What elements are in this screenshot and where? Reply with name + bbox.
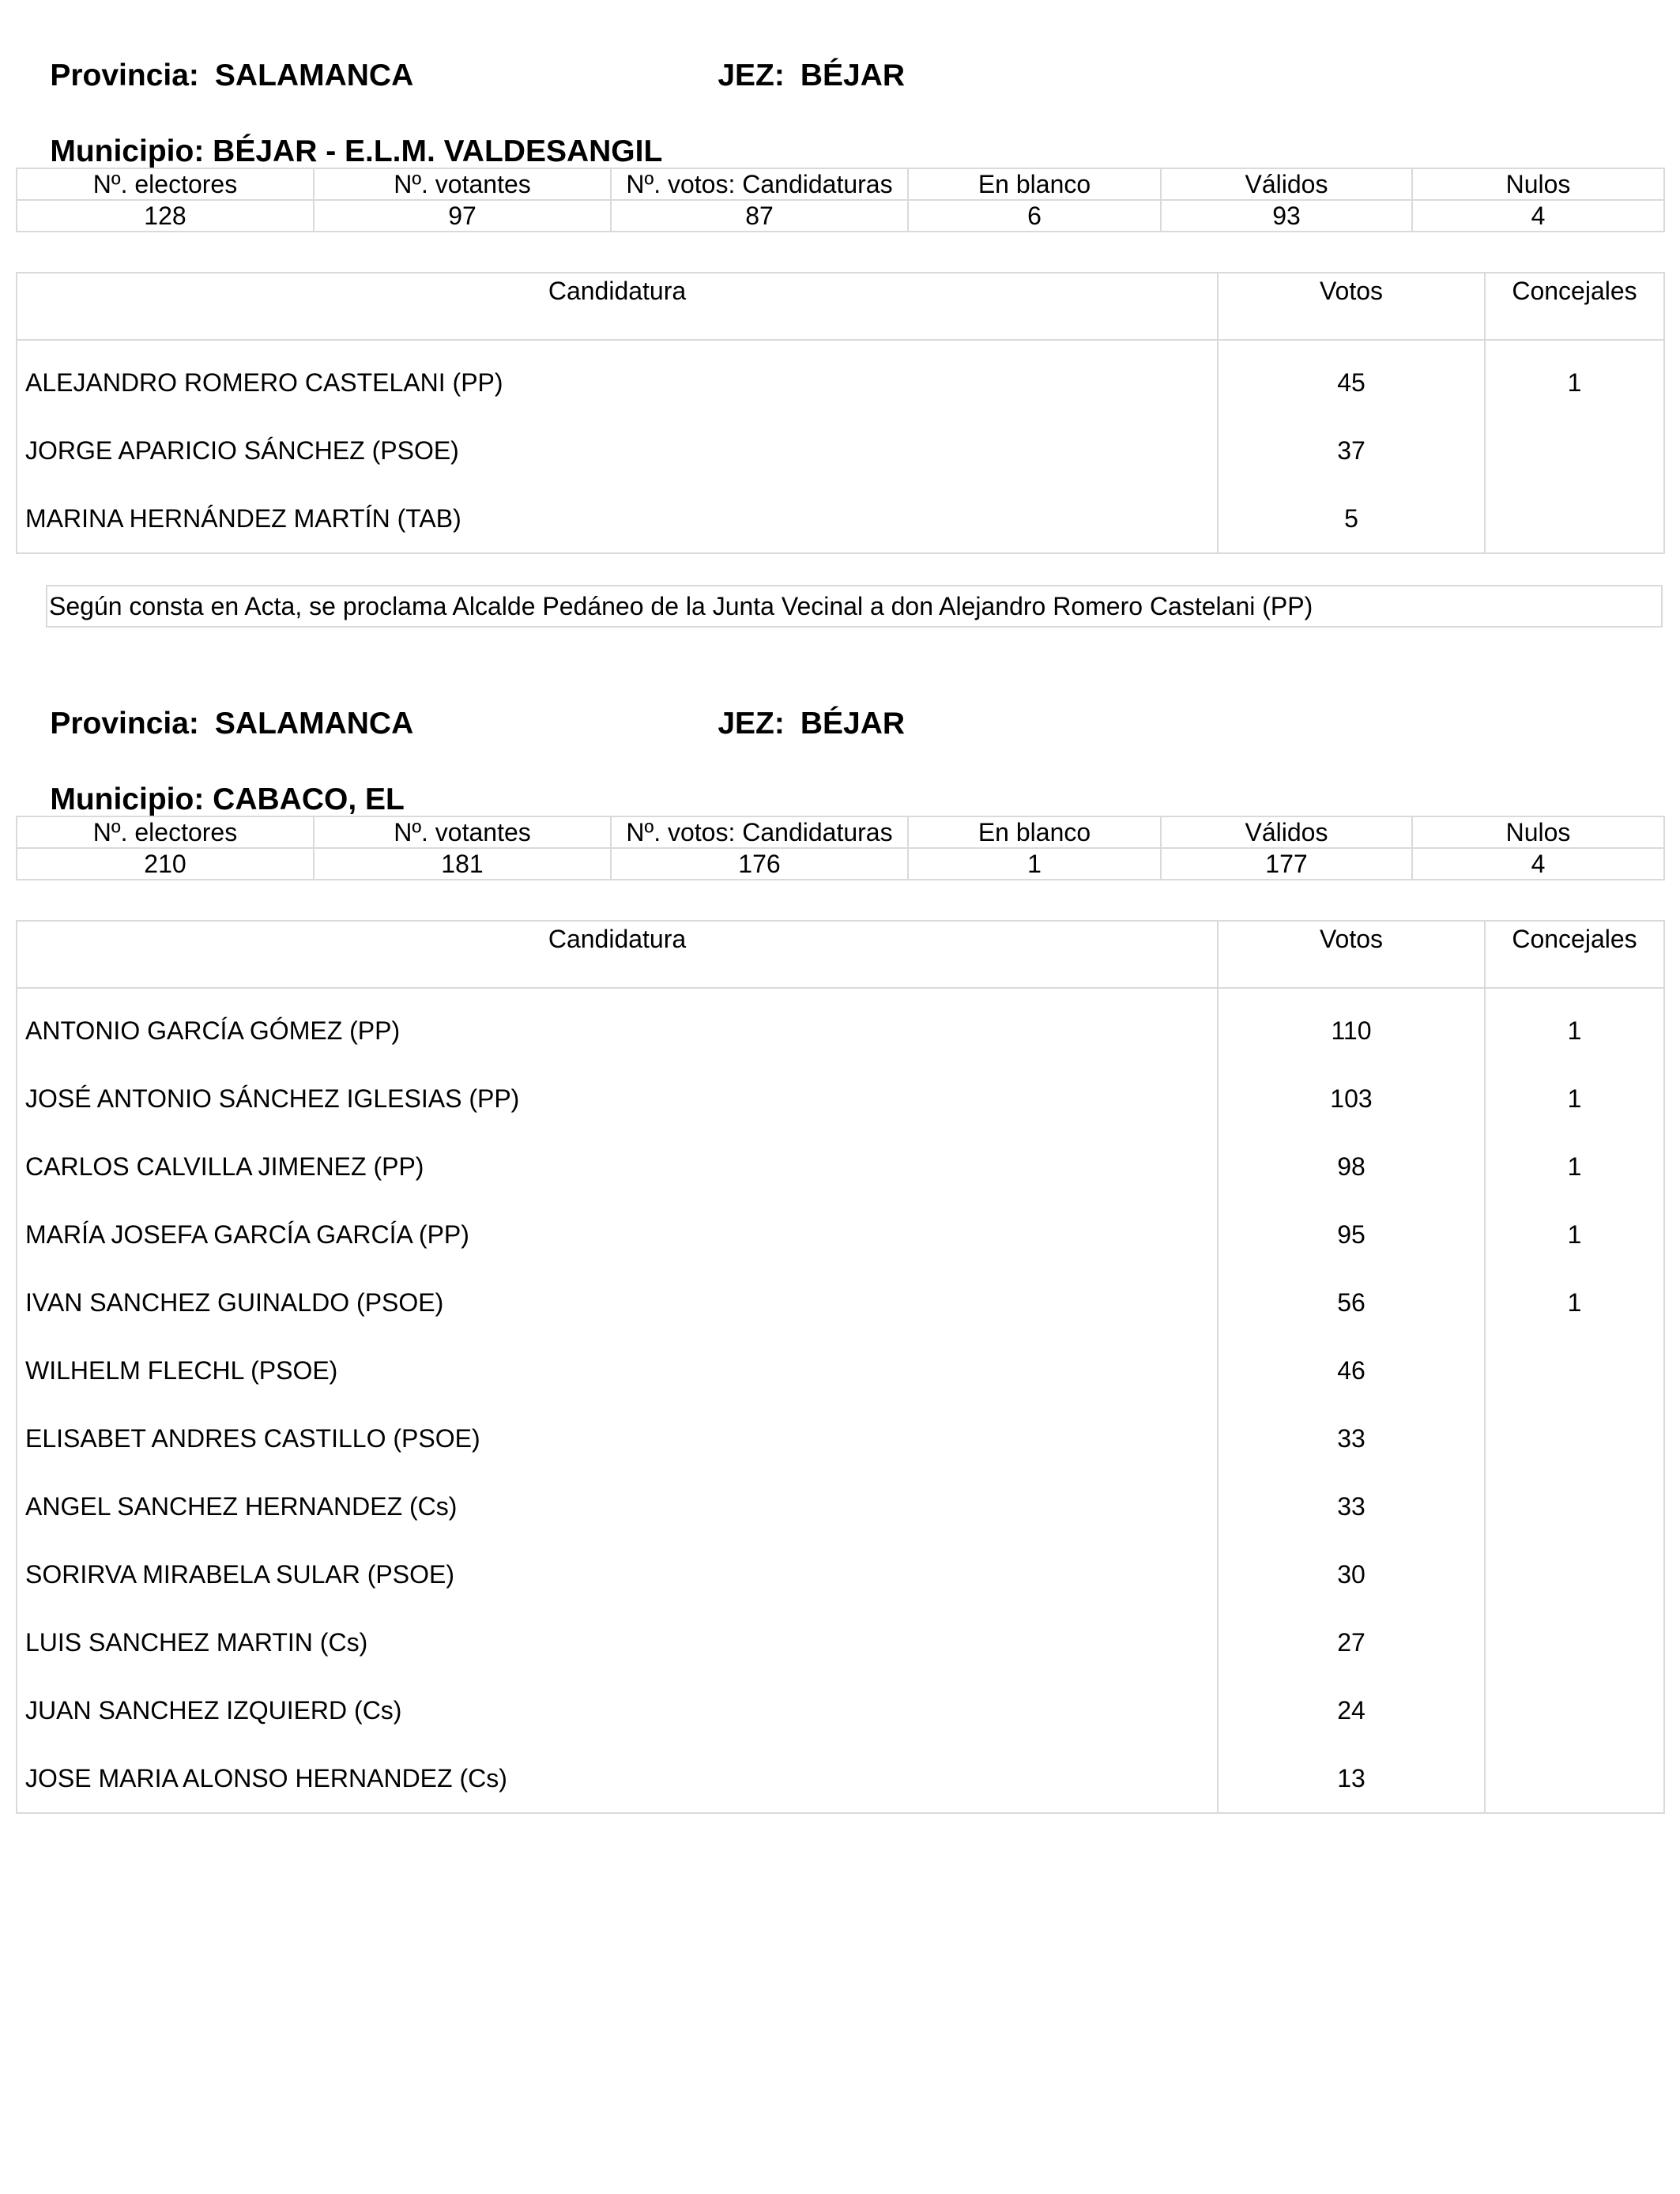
candidate-concejales [1485,1676,1664,1744]
candidate-name: SORIRVA MIRABELA SULAR (PSOE) [25,1559,454,1589]
candidate-concejales: 1 [1485,1269,1664,1336]
municipio-value: CABACO, EL [213,782,405,816]
candidate-concejales [1485,1404,1664,1472]
summary-header-electores: Nº. electores [17,816,314,848]
jez-heading [684,24,905,128]
candidate-concejales [1485,1472,1664,1540]
candidate-concejales: 1 [1485,1201,1664,1269]
provincia-value: SALAMANCA [214,707,414,741]
jez-value: BÉJAR [800,707,906,741]
candidate-row [17,1065,1664,1133]
summary-header-votantes: Nº. votantes [314,816,611,848]
spacer-row [17,340,1664,349]
summary-header-validos: Válidos [1161,816,1412,848]
summary-value-votos-candidaturas: 176 [611,848,908,880]
candidate-row [17,1336,1664,1404]
candidate-votos: 46 [1218,1336,1485,1404]
candidate-votos: 110 [1218,997,1485,1065]
candidate-row [17,1540,1664,1608]
candidate-row [17,1133,1664,1201]
summary-value-votantes: 181 [314,848,611,880]
summary-values-row [17,848,1664,880]
summary-table [16,816,1665,880]
candidates-table [16,920,1665,1814]
candidate-concejales [1485,417,1664,484]
header-candidatura: Candidatura [17,921,1218,988]
summary-value-nulos: 4 [1412,848,1664,880]
candidates-table [16,272,1665,554]
candidate-votos: 95 [1218,1201,1485,1269]
summary-value-validos: 93 [1161,200,1412,232]
summary-header-en-blanco: En blanco [908,168,1161,200]
candidate-name: ANGEL SANCHEZ HERNANDEZ (Cs) [25,1491,458,1521]
candidate-votos: 45 [1218,349,1485,417]
summary-value-electores: 210 [17,848,314,880]
candidate-row [17,1744,1664,1813]
municipio-label: Municipio: [50,134,205,168]
candidate-votos: 98 [1218,1133,1485,1201]
municipio-label: Municipio: [50,782,205,816]
candidate-row [17,484,1664,553]
summary-value-nulos: 4 [1412,200,1664,232]
candidate-name: ALEJANDRO ROMERO CASTELANI (PP) [25,368,503,397]
jez-label: JEZ: [718,707,785,741]
candidate-name: JORGE APARICIO SÁNCHEZ (PSOE) [25,435,459,465]
candidate-votos: 103 [1218,1065,1485,1133]
jez-label: JEZ: [718,58,785,92]
provincia-label: Provincia: [50,58,199,92]
summary-header-nulos: Nulos [1412,168,1664,200]
candidate-votos: 5 [1218,484,1485,553]
summary-header-votantes: Nº. votantes [314,168,611,200]
candidate-row [17,417,1664,484]
header-candidatura: Candidatura [17,273,1218,340]
candidate-name: ELISABET ANDRES CASTILLO (PSOE) [25,1423,480,1453]
candidate-name: LUIS SANCHEZ MARTIN (Cs) [25,1627,368,1657]
provincia-value: SALAMANCA [214,58,414,92]
candidate-concejales: 1 [1485,349,1664,417]
header-concejales: Concejales [1485,273,1664,340]
candidate-row [17,1269,1664,1336]
header-votos: Votos [1218,273,1485,340]
summary-table [16,168,1665,232]
spacer-row [17,988,1664,997]
summary-header-votos-candidaturas: Nº. votos: Candidaturas [611,816,908,848]
candidate-concejales [1485,1744,1664,1813]
summary-header-validos: Válidos [1161,168,1412,200]
candidate-votos: 13 [1218,1744,1485,1813]
candidate-concejales [1485,484,1664,553]
summary-header-electores: Nº. electores [17,168,314,200]
candidate-concejales: 1 [1485,1065,1664,1133]
candidate-concejales: 1 [1485,1133,1664,1201]
summary-header-votos-candidaturas: Nº. votos: Candidaturas [611,168,908,200]
candidate-row [17,1404,1664,1472]
summary-header-nulos: Nulos [1412,816,1664,848]
candidate-votos: 30 [1218,1540,1485,1608]
candidate-concejales [1485,1540,1664,1608]
candidate-concejales [1485,1608,1664,1676]
summary-header-en-blanco: En blanco [908,816,1161,848]
candidate-name: JOSE MARIA ALONSO HERNANDEZ (Cs) [25,1763,507,1793]
candidate-name: CARLOS CALVILLA JIMENEZ (PP) [25,1152,424,1181]
candidate-name: WILHELM FLECHL (PSOE) [25,1355,338,1385]
candidate-name: MARINA HERNÁNDEZ MARTÍN (TAB) [25,503,461,533]
jez-heading [684,672,905,776]
candidate-name: ANTONIO GARCÍA GÓMEZ (PP) [25,1016,401,1045]
summary-value-en-blanco: 1 [908,848,1161,880]
candidate-votos: 24 [1218,1676,1485,1744]
municipio-value: BÉJAR - E.L.M. VALDESANGIL [213,134,663,168]
provincia-label: Provincia: [50,707,199,741]
candidate-row [17,997,1664,1065]
candidate-votos: 37 [1218,417,1485,484]
candidate-name: JUAN SANCHEZ IZQUIERD (Cs) [25,1695,402,1725]
candidate-votos: 56 [1218,1269,1485,1336]
candidates-header-row [17,921,1664,988]
summary-value-electores: 128 [17,200,314,232]
header-votos: Votos [1218,921,1485,988]
header-concejales: Concejales [1485,921,1664,988]
summary-value-votos-candidaturas: 87 [611,200,908,232]
candidate-votos: 27 [1218,1608,1485,1676]
candidate-name: IVAN SANCHEZ GUINALDO (PSOE) [25,1287,444,1317]
summary-values-row [17,200,1664,232]
proclamation-note: Según consta en Acta, se proclama Alcalde Pedáneo de la Junta Vecinal a don Alejandro Romero Castelani (PP) [46,585,1663,628]
candidate-name: JOSÉ ANTONIO SÁNCHEZ IGLESIAS (PP) [25,1084,520,1113]
summary-value-validos: 177 [1161,848,1412,880]
candidate-votos: 33 [1218,1472,1485,1540]
jez-value: BÉJAR [800,58,906,92]
summary-header-row [17,168,1664,200]
summary-value-en-blanco: 6 [908,200,1161,232]
summary-value-votantes: 97 [314,200,611,232]
candidate-row [17,349,1664,417]
candidate-row [17,1472,1664,1540]
candidate-row [17,1608,1664,1676]
candidate-row [17,1676,1664,1744]
candidate-votos: 33 [1218,1404,1485,1472]
candidate-name: MARÍA JOSEFA GARCÍA GARCÍA (PP) [25,1220,469,1249]
candidate-row [17,1201,1664,1269]
candidate-concejales [1485,1336,1664,1404]
candidate-concejales: 1 [1485,997,1664,1065]
summary-header-row [17,816,1664,848]
candidates-header-row [17,273,1664,340]
